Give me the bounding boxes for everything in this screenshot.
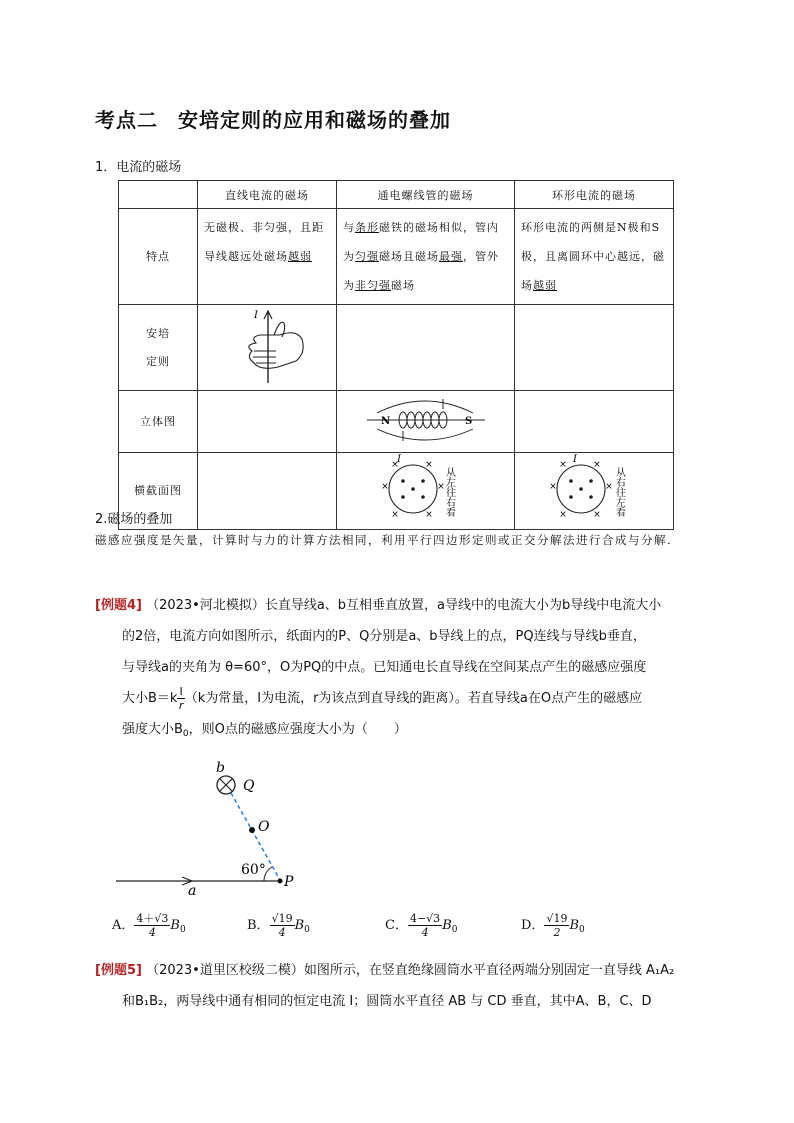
header-solenoid: 通电螺线管的磁场 xyxy=(337,181,515,209)
loop-cross-section xyxy=(515,453,673,526)
cell-loop-features: 环形电流的两侧是N极和S极，且离圆环中心越远，磁场越弱 xyxy=(515,209,674,305)
svg-text:×: × xyxy=(605,482,613,492)
svg-text:×: × xyxy=(391,510,399,520)
svg-text:×: × xyxy=(437,482,445,492)
label-o: O xyxy=(258,819,270,835)
view-from-left-label: 从左往右看 xyxy=(443,467,455,517)
svg-text:×: × xyxy=(559,510,567,520)
cell-solenoid-features: 与条形磁铁的磁场相似，管内为匀强磁场且磁场最强，管外为非匀强磁场 xyxy=(337,209,515,305)
svg-text:×: × xyxy=(391,460,399,470)
row-label-cross-section: 横截面图 xyxy=(119,453,198,530)
magnetic-field-table xyxy=(118,180,674,530)
svg-text:×: × xyxy=(593,460,601,470)
section1-heading: 1．电流的磁场 xyxy=(95,160,182,175)
svg-text:×: × xyxy=(559,460,567,470)
svg-text:×: × xyxy=(425,510,433,520)
example4-tag: [例题4] xyxy=(95,598,142,613)
right-hand-grip-figure xyxy=(198,305,336,387)
example4-text: [例题4] （2023•河北模拟）长直导线a、b互相垂直放置，a导线中的电流大小为b导线中电流大小 的2倍，电流方向如图所示，纸面内的P、Q分别是a、b导线上的点，PQ连线与导线b垂直， 与导线a的夹角为 θ=60°，O为PQ的中点。已知通电长直导线在空间某点产生的磁感应强度 大小B＝k $\frac{I}{r}$ （k为常量，I为电流，r为该点到直导线的距离）。若直导线a在O点产生的磁感应 强度大小$B_0$，则O点的磁感应强度大小为（ ） xyxy=(95,598,662,739)
solenoid-figure xyxy=(337,391,514,449)
example4-figure xyxy=(110,760,300,895)
title-text: 安培定则的应用和磁场的叠加 xyxy=(178,108,451,132)
svg-text:I: I xyxy=(573,454,577,465)
solenoid-cross-section xyxy=(337,453,514,526)
cell-empty-loop-3d xyxy=(515,391,674,453)
example5-source: （2023•道里区校级二模） xyxy=(146,963,304,978)
example5-tag: [例题5] xyxy=(95,963,142,978)
current-label: I xyxy=(254,310,258,321)
svg-text:×: × xyxy=(549,482,557,492)
section2-heading: 2.磁场的叠加 xyxy=(95,512,173,527)
cell-solenoid-cross-figure xyxy=(337,453,515,530)
view-from-right-label: 从右往左看 xyxy=(613,467,625,517)
cell-empty-straight-cross xyxy=(198,453,337,530)
section2-body: 磁感应强度是矢量，计算时与力的计算方法相同，利用平行四边形定则或正交分解法进行合成与分解. xyxy=(95,533,673,547)
option-b[interactable]: B． $\frac{√19}{4}$ $B_0$ xyxy=(247,912,310,939)
north-pole-label: N xyxy=(381,416,391,427)
row-label-features: 特点 xyxy=(119,209,198,305)
table-corner xyxy=(119,181,198,209)
option-d[interactable]: D． $\frac{√19}{2}$ $B_0$ xyxy=(521,912,585,939)
option-a[interactable]: A． $\frac{4+√3}{4}$ $B_0$ xyxy=(112,912,186,939)
cell-loop-cross-figure xyxy=(515,453,674,530)
row-label-ampere-rule: 安培 定则 xyxy=(119,305,198,391)
south-pole-label: S xyxy=(465,416,473,427)
underlined-answer: 越弱 xyxy=(288,250,312,263)
cell-empty-straight-3d xyxy=(198,391,337,453)
example5-text: [例题5] （2023•道里区校级二模）如图所示，在竖直绝缘圆筒水平直径两端分别固定一直导线 A₁A₂ 和B₁B₂，两导线中通有相同的恒定电流 I；圆筒水平直径 AB 与 CD 垂直，其中A、B，C、D xyxy=(95,963,675,1009)
svg-text:×: × xyxy=(593,510,601,520)
formula-fraction: $\frac{I}{r}$ xyxy=(178,685,184,712)
header-loop: 环形电流的磁场 xyxy=(515,181,674,209)
cell-empty-solenoid-rule xyxy=(337,305,515,391)
header-straight: 直线电流的磁场 xyxy=(198,181,337,209)
svg-text:I: I xyxy=(397,454,401,465)
row-label-3d: 立体图 xyxy=(119,391,198,453)
title-prefix: 考点二 xyxy=(95,108,158,132)
option-c[interactable]: C． $\frac{4-√3}{4}$ $B_0$ xyxy=(385,912,458,939)
cell-solenoid-figure xyxy=(337,391,515,453)
cell-right-hand-figure xyxy=(198,305,337,391)
label-b: b xyxy=(216,760,225,776)
label-angle: 60° xyxy=(241,862,266,878)
example4-source: （2023•河北模拟） xyxy=(146,598,265,613)
svg-text:×: × xyxy=(425,460,433,470)
cell-empty-loop-rule xyxy=(515,305,674,391)
page-title xyxy=(95,104,451,133)
svg-text:×: × xyxy=(381,482,389,492)
label-q: Q xyxy=(243,778,255,794)
label-a: a xyxy=(188,883,197,895)
label-p: P xyxy=(284,874,294,890)
cell-straight-features: 无磁极、非匀强，且距导线越远处磁场越弱 xyxy=(198,209,337,305)
